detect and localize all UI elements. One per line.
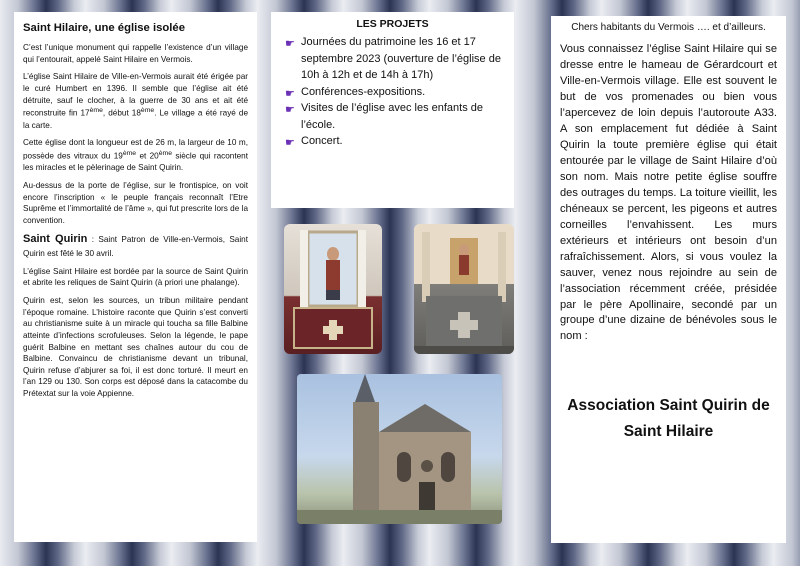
pointing-hand-icon: ☛ [285, 104, 295, 116]
pointing-hand-icon: ☛ [285, 137, 295, 149]
paragraph-dimensions: Cette église dont la longueur est de 26 m, la largeur de 10 m, possède des vitraux du 19ème et 20ème siècle qui racontent les miracles et le pèlerinage de Saint Quirin. [23, 138, 248, 173]
projects-list [283, 34, 502, 150]
church-image [297, 374, 502, 524]
projects-panel [271, 12, 514, 208]
list-item: ☛ Concert. [283, 133, 502, 150]
altar-photo [414, 224, 514, 354]
pointing-hand-icon: ☛ [285, 87, 295, 100]
altar-image [414, 224, 514, 354]
left-title: Saint Hilaire, une église isolée [23, 22, 185, 34]
altar-statue-photo [284, 224, 382, 354]
pointing-hand-icon: ☛ [285, 38, 295, 50]
paragraph-history: L’église Saint Hilaire de Ville-en-Vermois aurait été érigée par le curé Humbert en 1396. Il semble que l’église ait été détruite, sauf le clocher, à la guerre de 30 ans et ait été reconstruite fin 17ème, début 18ème. Le village a été rayé de la carte. [23, 72, 249, 130]
list-item: ☛ Conférences-expositions. [283, 84, 502, 101]
right-panel [551, 16, 786, 543]
list-item: ☛ Visites de l’église avec les enfants de l’école. [285, 102, 484, 131]
church-exterior-photo [297, 374, 502, 524]
greeting: Chers habitants du Vermois …. et d’ailleurs. [571, 22, 766, 33]
altar-statue-image [284, 224, 382, 354]
left-panel [14, 12, 257, 542]
paragraph-legend: Quirin est, selon les sources, un tribun militaire pendant l’époque romaine. L’histoire raconte que Quirin s’est converti au christianisme suite à un miracle qui toucha sa fille Balbine atteinte d’infections scrofuleuses. Selon la légende, le pape guérit Balbine en mettant ses chaînes autour du cou de Balbine. Convaincu de christianisme devant un tribunal, Quirin refuse d’abjurer sa foi, il est donc torturé. Il meurt en l’an 129 ou 130. Son corps est déposé dans la catacombe du Prétextat sur la voie Appienne. [23, 296, 248, 399]
invitation-text: Vous connaissez l’église Saint Hilaire qui se dresse entre le hameau de Gérardcourt et Ville-en-Vermois village. Elle est souvent le but de vos promenades ou bien vous l’apercevez de loin depuis l’autoroute A33. A son emplacement fut dédiée à Saint Quirin la toute première église qui était entourée par le village de Saint Hilaire d’où son nom. Mais notre petite église souffre des outrages du temps. La toiture vieillit, les chéneaux se percent, les pigeons et autres corneilles l’envahissent. Les murs extérieurs et intérieurs ont besoin d’un rafraîchissement. Alors, si vous voulez la sauver, venez nous rejoindre au sein de l’association récemment créée, présidée par le père Apollinaire, secondé par un groupe d’une dizaine de bénévoles sous le nom : [560, 43, 777, 343]
association-name: Association Saint Quirin de Saint Hilaire [567, 397, 770, 440]
paragraph-saint-quirin: Saint Quirin : Saint Patron de Ville-en-Vermois, Saint Quirin est fêté le 30 avril. [23, 233, 248, 259]
paragraph-relics: L’église Saint Hilaire est bordée par la source de Saint Quirin et abrite les reliques de Saint Quirin (à priori une phalange). [23, 266, 248, 288]
projects-title: LES PROJETS [356, 18, 429, 30]
paragraph-inscription: Au-dessus de la porte de l’église, sur le frontispice, on voit encore l’inscription « le peuple français reconnaît l’Etre Suprême et l’immortalité de l’âme », qui fut prescrite lors de la convention. [23, 180, 248, 225]
paragraph-unique-monument: C’est l’unique monument qui rappelle l’existence d’un village qui l’entourait, appelé Saint Hilaire en Vermois. [23, 43, 248, 64]
list-item: ☛ Journées du patrimoine les 16 et 17 septembre 2023 (ouverture de l’église de 10h à 12h et de 14h à 17h) [285, 36, 501, 81]
saint-quirin-heading: Saint Quirin [23, 233, 88, 246]
